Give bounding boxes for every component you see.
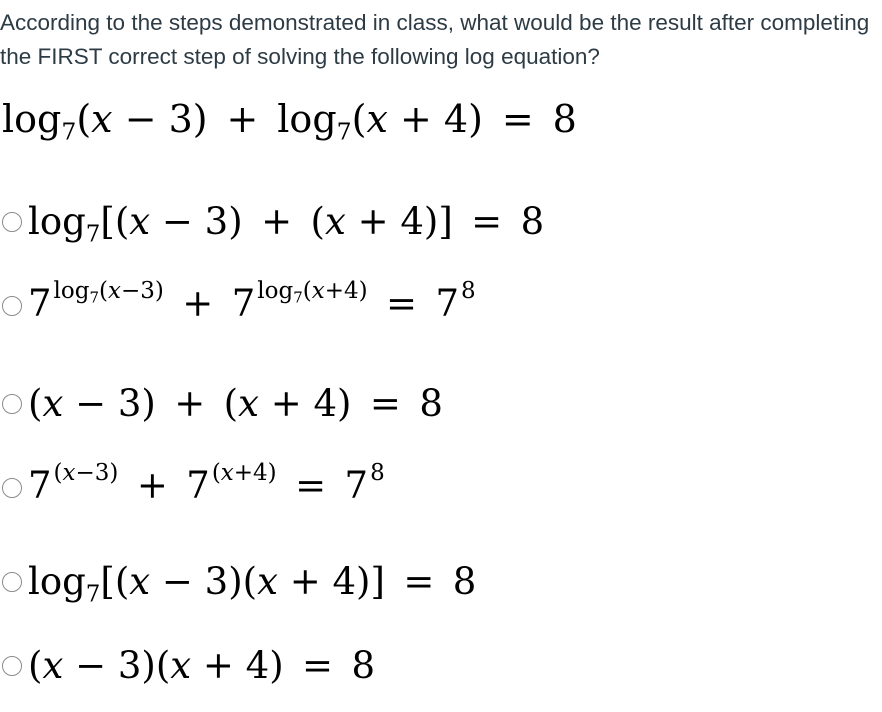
answer-option-2[interactable] bbox=[2, 277, 476, 332]
radio-button-icon[interactable] bbox=[2, 212, 22, 232]
radio-button-icon[interactable] bbox=[2, 296, 22, 316]
radio-button-icon[interactable] bbox=[2, 478, 22, 498]
radio-button-icon[interactable] bbox=[2, 656, 22, 676]
radio-button-icon[interactable] bbox=[2, 572, 22, 592]
answer-option-5[interactable] bbox=[2, 556, 476, 608]
option-4-math: $7^{(x-3)} + 7^{(x+4)} = 7^8$ bbox=[28, 459, 385, 507]
option-3-math: (x − 3) + (x + 4) = 8 bbox=[28, 382, 443, 425]
option-2-math: $7^{log_7(x-3)} + 7^{log_7(x+4)} = 7^8$ bbox=[28, 277, 476, 325]
option-6-math: (x − 3)(x + 4) = 8 bbox=[28, 644, 376, 687]
answer-option-6[interactable] bbox=[2, 640, 375, 692]
answer-option-4[interactable] bbox=[2, 459, 385, 514]
radio-button-icon[interactable] bbox=[2, 394, 22, 414]
option-5-math: $\log_7[(x - 3)(x + 4)] = 8$ bbox=[28, 560, 477, 608]
given-equation: $\log_7(x - 3) + \log_7(x + 4) = 8$ bbox=[2, 97, 577, 146]
option-1-math: $\log_7[(x - 3) + (x + 4)] = 8$ bbox=[28, 200, 545, 248]
question-text: According to the steps demonstrated in class, what would be the result after completing the FIRST correct step of solving the following log equation? bbox=[0, 10, 870, 69]
answer-option-1[interactable] bbox=[2, 196, 544, 248]
answer-option-3[interactable] bbox=[2, 378, 443, 430]
